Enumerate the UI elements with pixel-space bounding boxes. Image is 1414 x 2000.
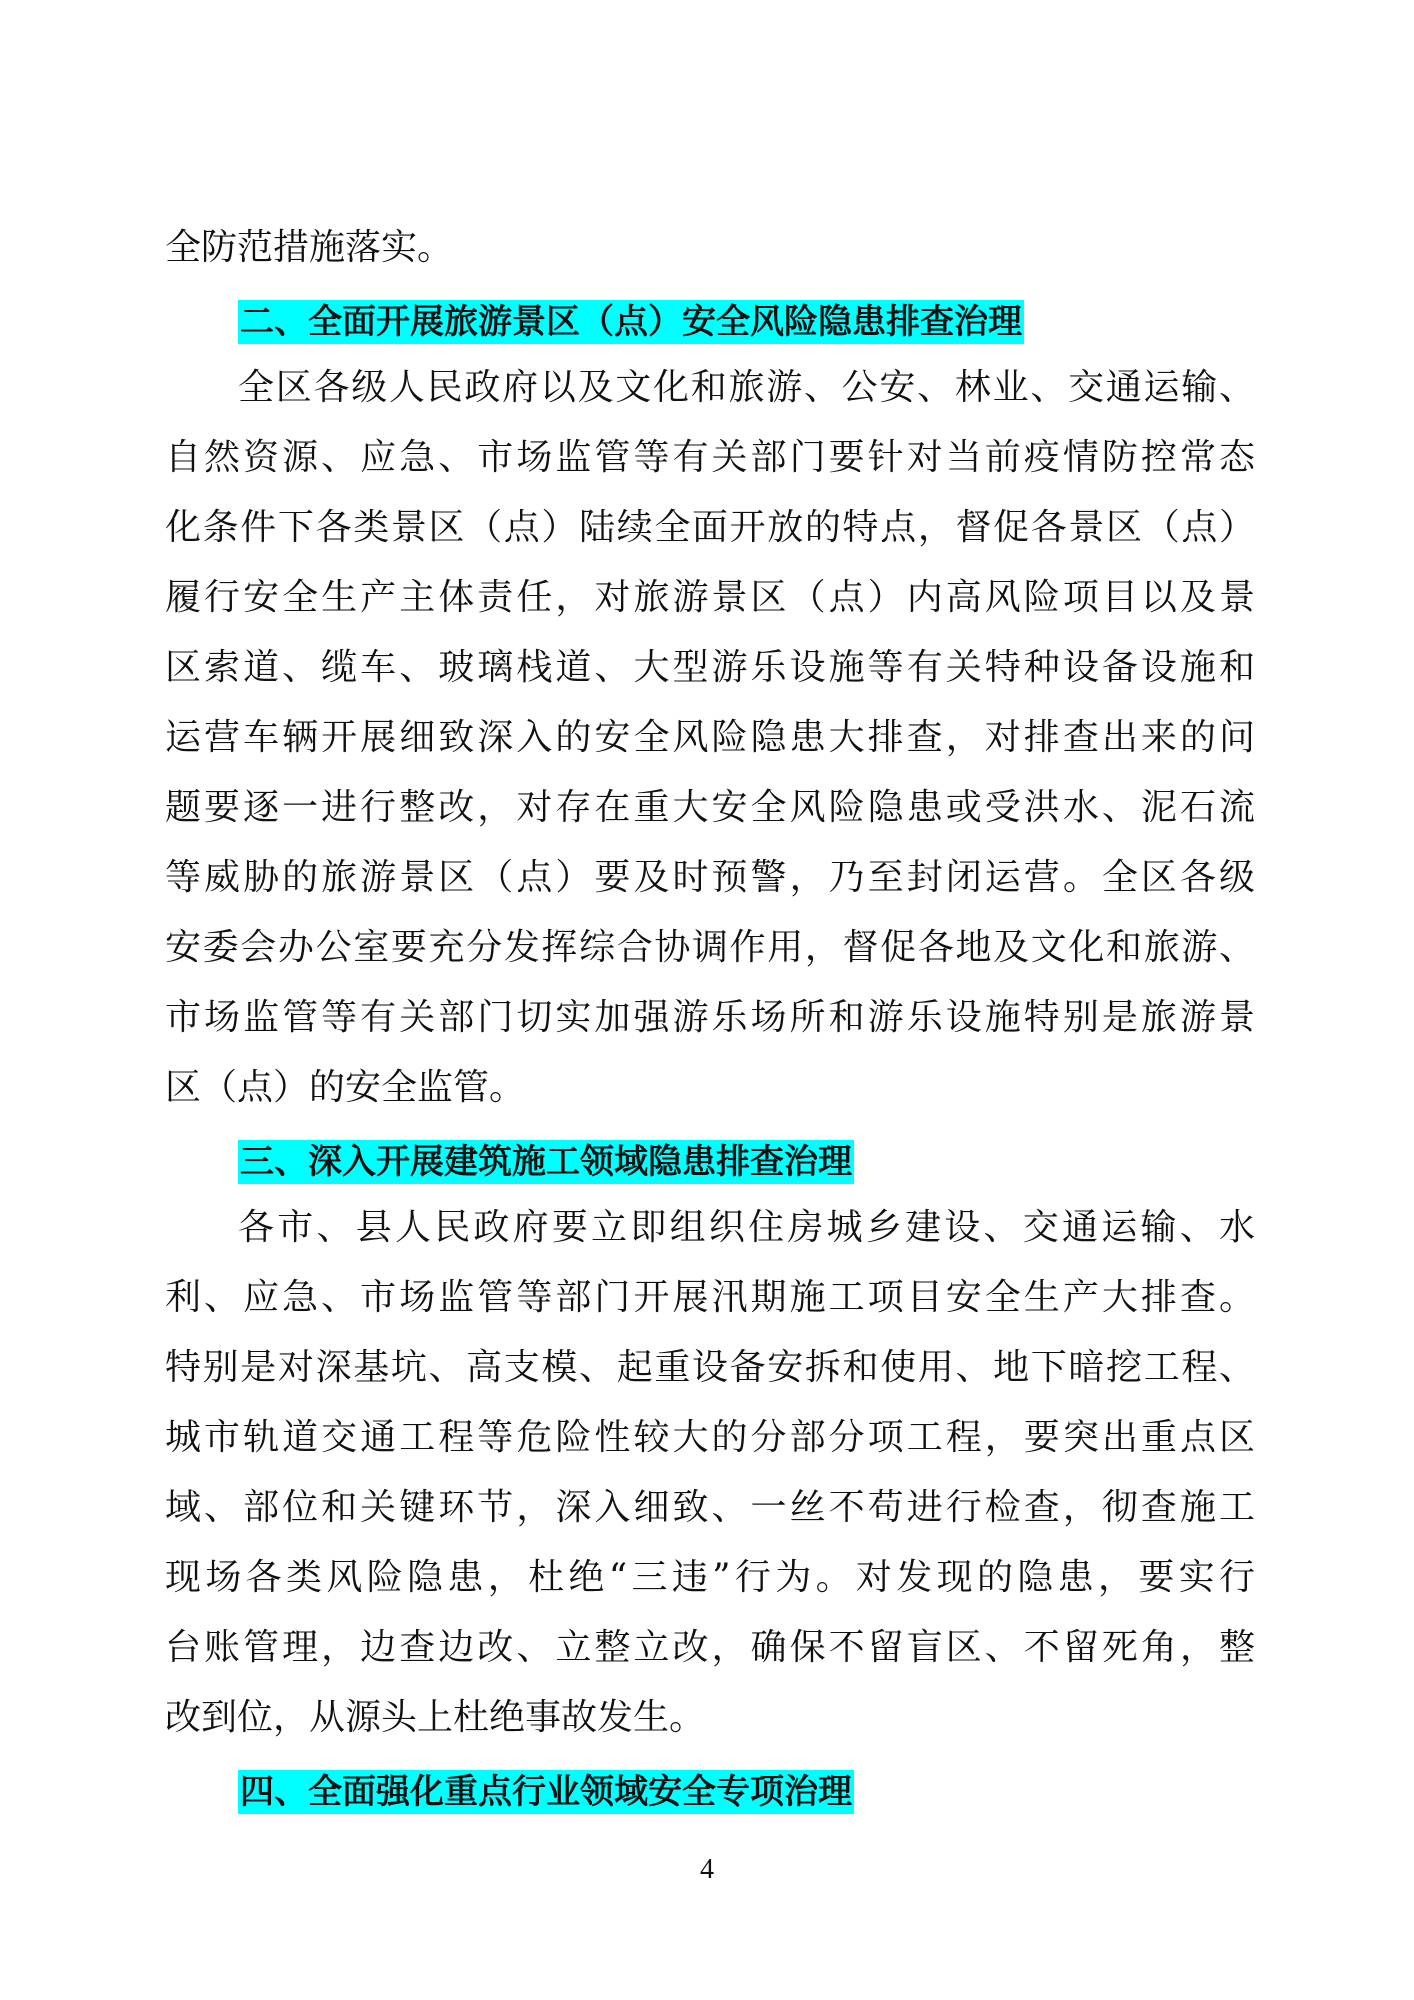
paragraph-line: 现场各类风险隐患，杜绝“三违”行为。对发现的隐患，要实行 bbox=[165, 1557, 1255, 1598]
paragraph-line: 自然资源、应急、市场监管等有关部门要针对当前疫情防控常态 bbox=[165, 437, 1255, 478]
paragraph-line: 域、部位和关键环节，深入细致、一丝不苟进行检查，彻查施工 bbox=[165, 1487, 1255, 1528]
paragraph-line: 安委会办公室要充分发挥综合协调作用，督促各地及文化和旅游、 bbox=[165, 927, 1255, 968]
paragraph-line: 区（点）的安全监管。 bbox=[165, 1067, 526, 1108]
page-number: 4 bbox=[700, 1854, 714, 1885]
paragraph-line: 改到位，从源头上杜绝事故发生。 bbox=[165, 1697, 706, 1738]
section-heading-3 bbox=[238, 1138, 854, 1186]
section-heading-4 bbox=[238, 1768, 854, 1816]
paragraph-line: 台账管理，边查边改、立整立改，确保不留盲区、不留死角，整 bbox=[165, 1627, 1255, 1668]
paragraph-line: 市场监管等有关部门切实加强游乐场所和游乐设施特别是旅游景 bbox=[165, 997, 1255, 1038]
section-heading-2 bbox=[238, 298, 1024, 346]
paragraph-line: 题要逐一进行整改，对存在重大安全风险隐患或受洪水、泥石流 bbox=[165, 787, 1255, 828]
paragraph-line: 等威胁的旅游景区（点）要及时预警，乃至封闭运营。全区各级 bbox=[165, 857, 1255, 898]
paragraph-line: 利、应急、市场监管等部门开展汛期施工项目安全生产大排查。 bbox=[165, 1277, 1255, 1318]
paragraph-line: 城市轨道交通工程等危险性较大的分部分项工程，要突出重点区 bbox=[165, 1417, 1255, 1458]
heading-text: 二、全面开展旅游景区（点）安全风险隐患排查治理 bbox=[240, 302, 1022, 342]
paragraph-line: 区索道、缆车、玻璃栈道、大型游乐设施等有关特种设备设施和 bbox=[165, 647, 1255, 688]
paragraph-line: 各市、县人民政府要立即组织住房城乡建设、交通运输、水 bbox=[238, 1207, 1255, 1248]
heading-text: 四、全面强化重点行业领域安全专项治理 bbox=[240, 1772, 852, 1812]
paragraph-line: 运营车辆开展细致深入的安全风险隐患大排查，对排查出来的问 bbox=[165, 717, 1255, 758]
paragraph-line: 全防范措施落实。 bbox=[165, 227, 454, 268]
paragraph-line: 全区各级人民政府以及文化和旅游、公安、林业、交通运输、 bbox=[238, 367, 1255, 408]
paragraph-line: 履行安全生产主体责任，对旅游景区（点）内高风险项目以及景 bbox=[165, 577, 1255, 618]
paragraph-line: 特别是对深基坑、高支模、起重设备安拆和使用、地下暗挖工程、 bbox=[165, 1347, 1255, 1388]
paragraph-line: 化条件下各类景区（点）陆续全面开放的特点，督促各景区（点） bbox=[165, 507, 1255, 548]
heading-text: 三、深入开展建筑施工领域隐患排查治理 bbox=[240, 1142, 852, 1182]
